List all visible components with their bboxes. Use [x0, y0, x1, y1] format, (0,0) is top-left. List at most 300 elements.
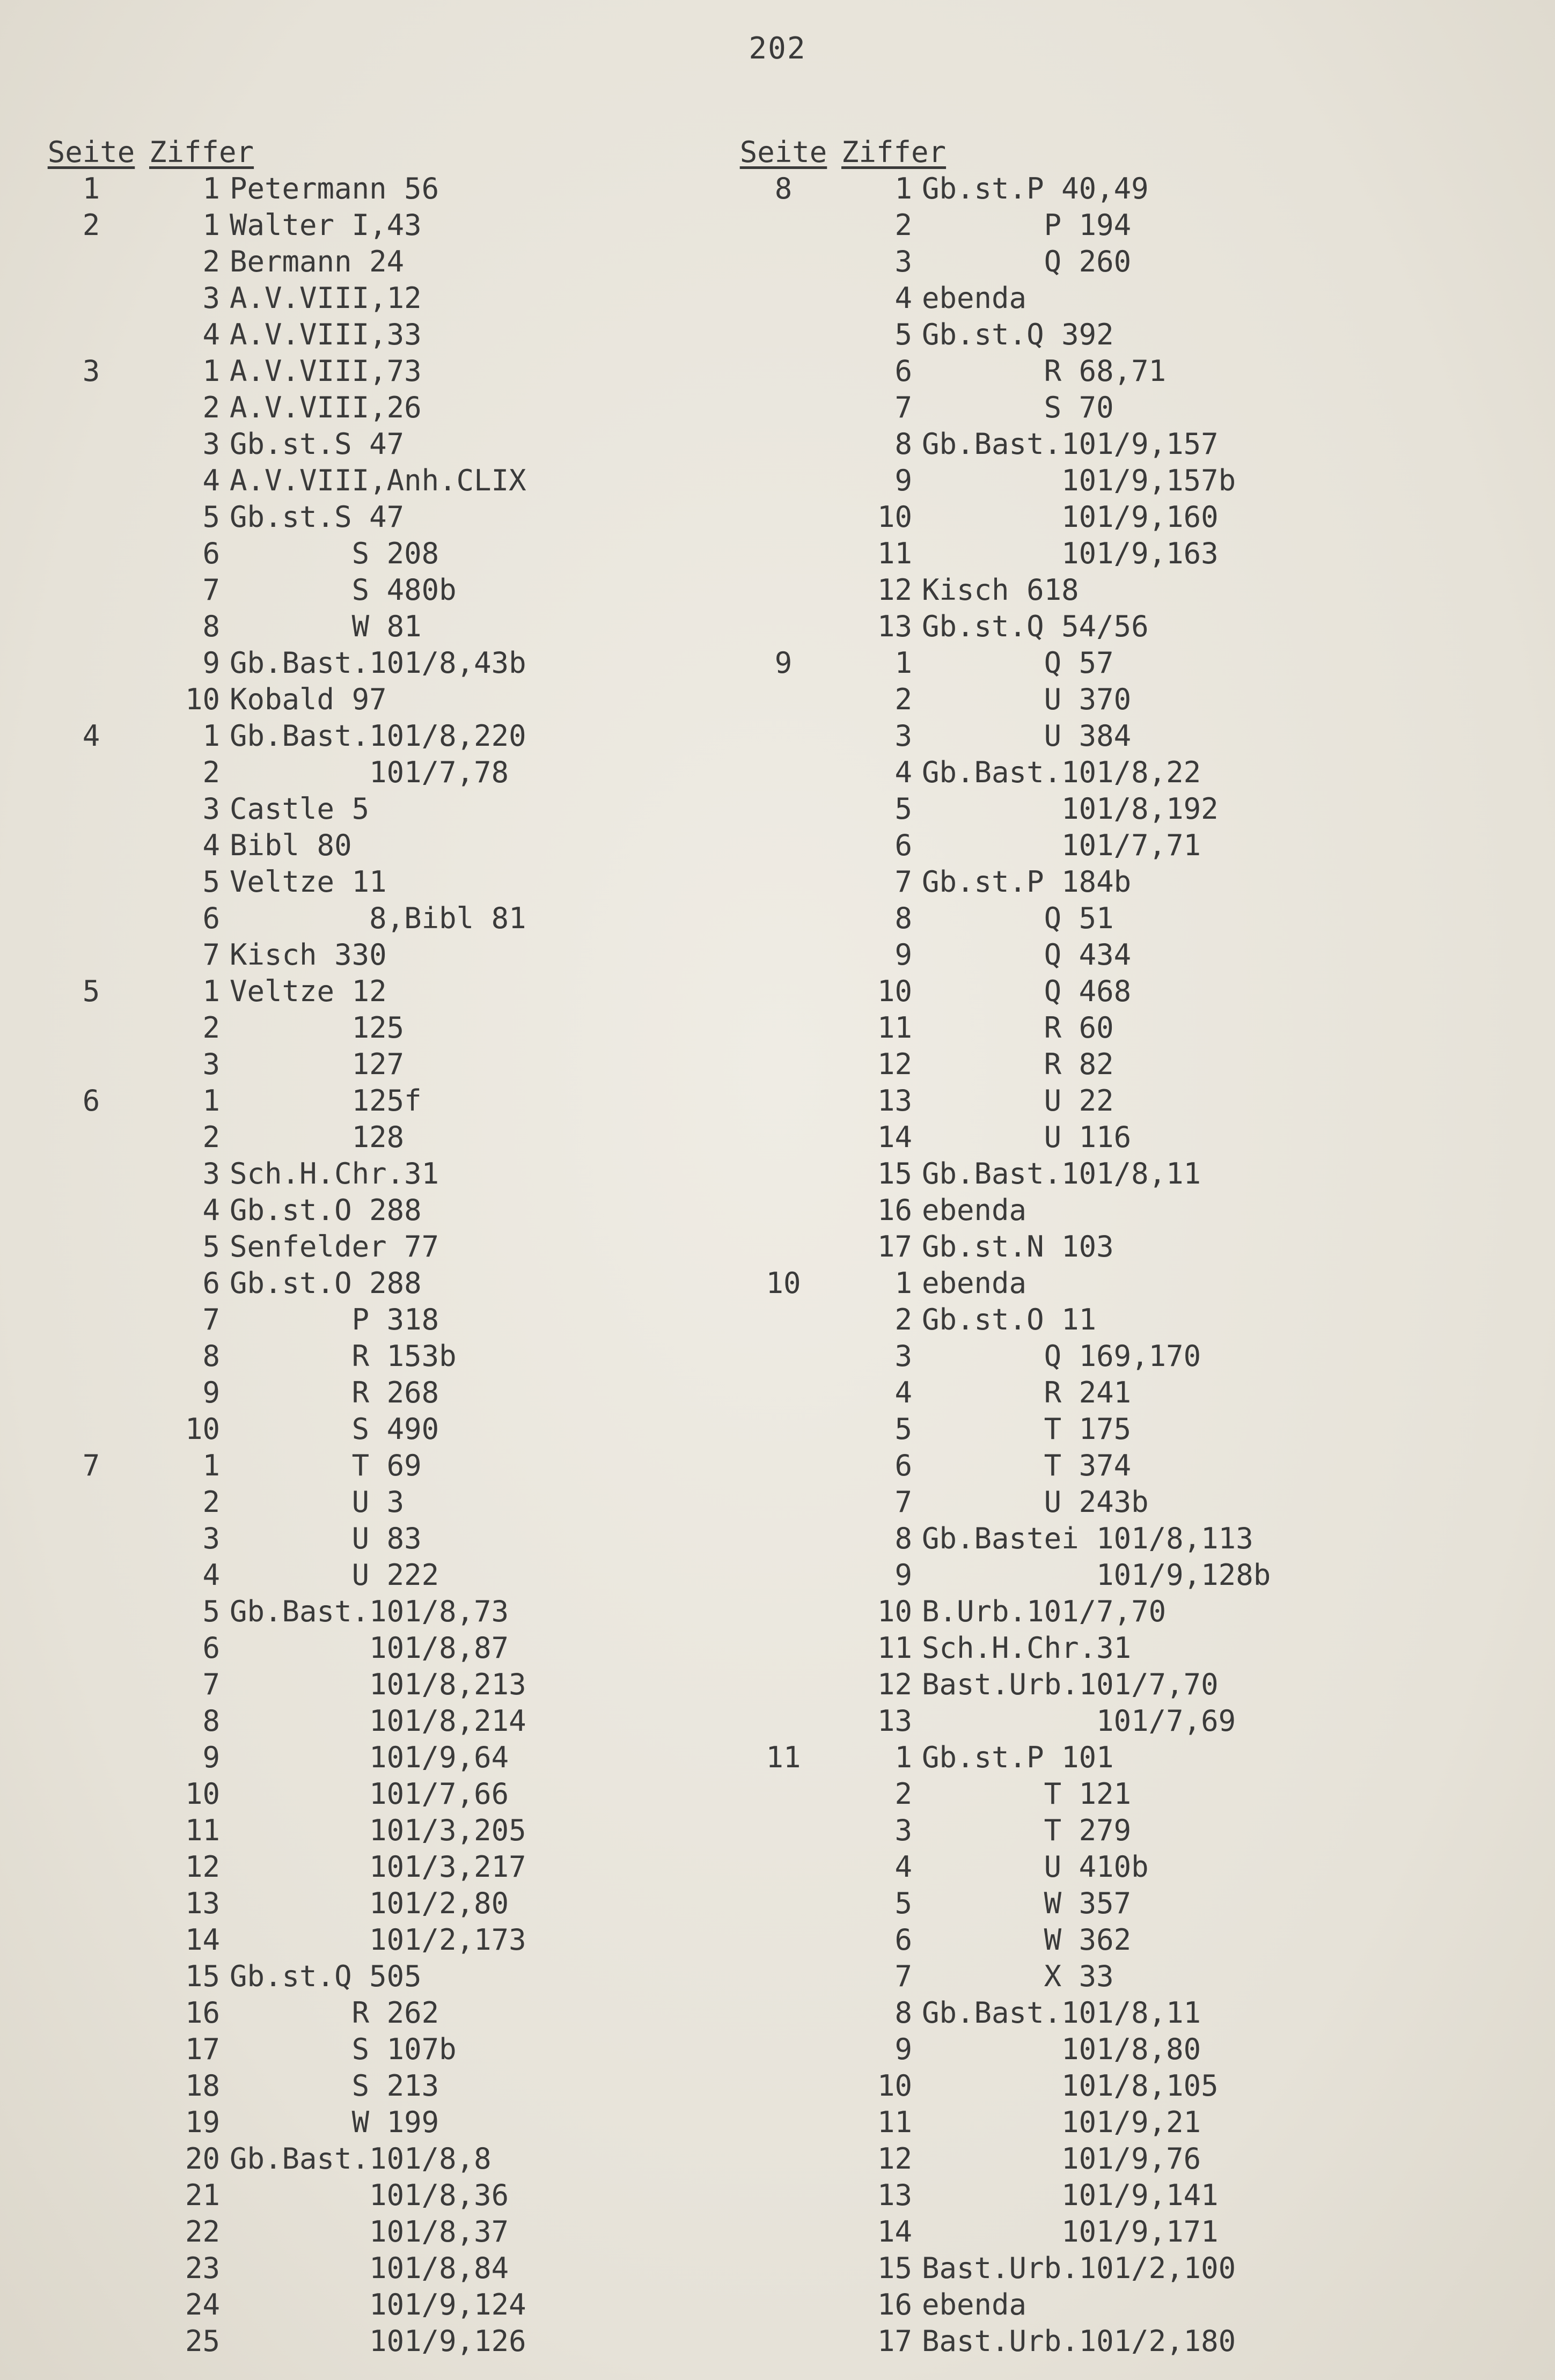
ziffer-number: 2 — [894, 1777, 912, 1811]
source-reference: Q 169,170 — [922, 1339, 1201, 1373]
seite-number — [730, 1922, 859, 1958]
source-reference: 125 — [230, 1011, 405, 1045]
seite-number — [730, 280, 859, 317]
header-seite: Seite — [739, 135, 827, 169]
source-reference: A.V.VIII,Anh.CLIX — [230, 464, 526, 497]
index-entry-row — [730, 1958, 1524, 1995]
source-reference: 101/8,192 — [922, 792, 1219, 826]
seite-number — [38, 2287, 166, 2323]
index-entry-row — [730, 2287, 1524, 2323]
source-reference: U 222 — [230, 1558, 439, 1592]
ziffer-number: 6 — [202, 1631, 220, 1665]
index-entry-row — [730, 1484, 1524, 1520]
ziffer-number: 12 — [877, 573, 912, 607]
source-reference: Petermann 56 — [230, 172, 439, 205]
seite-number — [730, 1849, 859, 1885]
seite-number — [730, 827, 859, 864]
source-reference: ebenda — [922, 281, 1027, 315]
index-entry-row — [730, 973, 1524, 1010]
index-entry-row — [38, 207, 714, 244]
index-entry-row — [730, 207, 1524, 244]
source-reference: Gb.st.P 184b — [922, 865, 1132, 899]
seite-number — [38, 1229, 166, 1265]
seite-number — [38, 1557, 166, 1593]
index-entry-row — [38, 1046, 714, 1083]
seite-number — [38, 1776, 166, 1812]
ziffer-number: 1 — [202, 208, 220, 242]
index-entry-row — [38, 1557, 714, 1593]
seite-number — [730, 244, 859, 280]
seite-number — [730, 462, 859, 499]
ziffer-number: 11 — [877, 537, 912, 570]
source-reference: 101/9,171 — [922, 2215, 1219, 2249]
ziffer-number: 7 — [894, 865, 912, 899]
index-entry-row — [38, 608, 714, 645]
index-entry-row — [38, 1375, 714, 1411]
source-reference: Bermann 24 — [230, 245, 405, 278]
seite-number — [38, 1630, 166, 1666]
ziffer-number: 7 — [202, 1668, 220, 1701]
ziffer-number: 4 — [894, 755, 912, 789]
ziffer-number: 4 — [894, 281, 912, 315]
source-reference: 128 — [230, 1120, 405, 1154]
ziffer-number: 10 — [185, 1412, 220, 1446]
seite-number: 8 — [774, 172, 793, 205]
page-number: 202 — [749, 31, 806, 66]
ziffer-number: 11 — [185, 1813, 220, 1847]
index-entry-row — [38, 1995, 714, 2031]
ziffer-number: 21 — [185, 2178, 220, 2212]
seite-number — [38, 1520, 166, 1557]
ziffer-number: 1 — [894, 1740, 912, 1774]
seite-number — [38, 2068, 166, 2104]
ziffer-number: 3 — [894, 1813, 912, 1847]
ziffer-number: 2 — [894, 1303, 912, 1336]
index-entry-row — [730, 1995, 1524, 2031]
source-reference: Gb.Bast.101/8,11 — [922, 1157, 1201, 1191]
source-reference: 101/9,76 — [922, 2142, 1201, 2176]
ziffer-number: 9 — [894, 938, 912, 972]
ziffer-number: 8 — [202, 1339, 220, 1373]
source-reference: S 208 — [230, 537, 439, 570]
seite-number — [730, 1776, 859, 1812]
source-reference: W 362 — [922, 1923, 1132, 1957]
source-reference: Gb.Bast.101/8,11 — [922, 1996, 1201, 2030]
source-reference: 125f — [230, 1084, 422, 1118]
ziffer-number: 5 — [202, 1595, 220, 1628]
seite-number — [38, 2177, 166, 2214]
ziffer-number: 4 — [894, 1850, 912, 1884]
ziffer-number: 2 — [202, 245, 220, 278]
index-entry-row — [730, 1265, 1524, 1302]
index-entry-row — [730, 353, 1524, 390]
ziffer-number: 4 — [202, 318, 220, 351]
source-reference: 101/9,141 — [922, 2178, 1219, 2212]
seite-number — [38, 1958, 166, 1995]
index-entry-row — [38, 1156, 714, 1192]
source-reference: 101/2,80 — [230, 1886, 509, 1920]
index-entry-row — [38, 1484, 714, 1520]
index-entry-row — [38, 2287, 714, 2323]
ziffer-number: 3 — [202, 1522, 220, 1555]
ziffer-number: 12 — [185, 1850, 220, 1884]
index-entry-row — [730, 1375, 1524, 1411]
source-reference: S 107b — [230, 2032, 457, 2066]
ziffer-number: 15 — [185, 1959, 220, 1993]
index-entry-row — [38, 2104, 714, 2141]
index-entry-row — [38, 2250, 714, 2287]
index-entry-row — [730, 390, 1524, 426]
seite-number — [38, 2141, 166, 2177]
ziffer-number: 3 — [894, 719, 912, 753]
seite-number — [38, 1375, 166, 1411]
ziffer-number: 6 — [894, 828, 912, 862]
index-entry-row — [38, 426, 714, 462]
source-reference: Q 51 — [922, 901, 1114, 935]
seite-number — [38, 2104, 166, 2141]
right-column — [730, 134, 1524, 2360]
index-entry-row — [730, 1302, 1524, 1338]
seite-number — [730, 973, 859, 1010]
ziffer-number: 6 — [894, 1923, 912, 1957]
source-reference: 101/9,163 — [922, 537, 1219, 570]
source-reference: S 490 — [230, 1412, 439, 1446]
seite-number — [38, 754, 166, 791]
source-reference: ebenda — [922, 2288, 1027, 2322]
index-entry-row — [38, 1411, 714, 1448]
source-reference: T 121 — [922, 1777, 1132, 1811]
source-reference: 8,Bibl 81 — [230, 901, 526, 935]
ziffer-number: 14 — [185, 1923, 220, 1957]
ziffer-number: 15 — [877, 2251, 912, 2285]
seite-number — [38, 1484, 166, 1520]
seite-number — [38, 1995, 166, 2031]
ziffer-number: 1 — [202, 354, 220, 388]
source-reference: 101/9,64 — [230, 1740, 509, 1774]
ziffer-number: 3 — [202, 792, 220, 826]
seite-number — [38, 1739, 166, 1776]
source-reference: 101/8,80 — [922, 2032, 1201, 2066]
seite-number — [730, 1010, 859, 1046]
ziffer-number: 9 — [202, 1376, 220, 1409]
source-reference: 101/7,66 — [230, 1777, 509, 1811]
index-entry-row — [38, 2323, 714, 2360]
index-entry-row — [730, 1192, 1524, 1229]
source-reference: R 153b — [230, 1339, 457, 1373]
ziffer-number: 25 — [185, 2324, 220, 2358]
ziffer-number: 2 — [894, 682, 912, 716]
ziffer-number: 1 — [202, 974, 220, 1008]
source-reference: Castle 5 — [230, 792, 370, 826]
source-reference: 101/9,160 — [922, 500, 1219, 534]
ziffer-number: 14 — [877, 1120, 912, 1154]
ziffer-number: 24 — [185, 2288, 220, 2322]
source-reference: 101/3,217 — [230, 1850, 526, 1884]
ziffer-number: 15 — [877, 1157, 912, 1191]
source-reference: W 357 — [922, 1886, 1132, 1920]
ziffer-number: 18 — [185, 2069, 220, 2103]
index-entry-row — [38, 390, 714, 426]
seite-number — [730, 900, 859, 937]
index-entry-row — [38, 681, 714, 718]
source-reference: Bast.Urb.101/2,100 — [922, 2251, 1236, 2285]
seite-number — [730, 426, 859, 462]
source-reference: ebenda — [922, 1193, 1027, 1227]
index-entry-row — [730, 1156, 1524, 1192]
right-header — [730, 134, 1524, 171]
index-entry-row — [38, 1338, 714, 1375]
ziffer-number: 13 — [877, 2178, 912, 2212]
header-ziffer: Ziffer — [149, 135, 254, 169]
source-reference: Gb.st.Q 392 — [922, 318, 1114, 351]
source-reference: Gb.st.P 40,49 — [922, 172, 1149, 205]
seite-number — [38, 608, 166, 645]
seite-number — [730, 937, 859, 973]
ziffer-number: 22 — [185, 2215, 220, 2249]
index-entry-row — [38, 1192, 714, 1229]
seite-number: 6 — [82, 1084, 100, 1118]
index-entry-row — [38, 791, 714, 827]
source-reference: P 194 — [922, 208, 1132, 242]
index-entry-row — [38, 1958, 714, 1995]
ziffer-number: 20 — [185, 2142, 220, 2176]
ziffer-number: 3 — [202, 1047, 220, 1081]
seite-number — [730, 1557, 859, 1593]
source-reference: Sch.H.Chr.31 — [922, 1631, 1132, 1665]
source-reference: Gb.Bast.101/8,8 — [230, 2142, 492, 2176]
seite-number: 11 — [766, 1740, 801, 1774]
index-entry-row — [730, 1885, 1524, 1922]
seite-number — [730, 1229, 859, 1265]
source-reference: Gb.Bast.101/9,157 — [922, 427, 1219, 461]
index-entry-row — [730, 900, 1524, 937]
index-entry-row — [730, 1666, 1524, 1703]
seite-number — [730, 1958, 859, 1995]
source-reference: Q 468 — [922, 974, 1132, 1008]
source-reference: Gb.Bast.101/8,22 — [922, 755, 1201, 789]
ziffer-number: 1 — [894, 1266, 912, 1300]
ziffer-number: 10 — [877, 2069, 912, 2103]
source-reference: T 175 — [922, 1412, 1132, 1446]
ziffer-number: 1 — [202, 719, 220, 753]
seite-number — [730, 535, 859, 572]
index-entry-row — [730, 681, 1524, 718]
ziffer-number: 5 — [894, 1886, 912, 1920]
seite-number — [730, 1666, 859, 1703]
ziffer-number: 5 — [894, 318, 912, 351]
ziffer-number: 7 — [894, 1959, 912, 1993]
source-reference: A.V.VIII,26 — [230, 391, 422, 424]
seite-number: 5 — [82, 974, 100, 1008]
seite-number — [38, 2250, 166, 2287]
source-reference: 101/7,69 — [922, 1704, 1236, 1738]
index-entry-row — [730, 1448, 1524, 1484]
source-reference: A.V.VIII,12 — [230, 281, 422, 315]
ziffer-number: 10 — [185, 682, 220, 716]
seite-number — [38, 499, 166, 535]
source-reference: A.V.VIII,73 — [230, 354, 422, 388]
header-seite: Seite — [47, 135, 135, 169]
source-reference: P 318 — [230, 1303, 439, 1336]
index-entry-row — [38, 827, 714, 864]
index-entry-row — [730, 2177, 1524, 2214]
source-reference: X 33 — [922, 1959, 1114, 1993]
index-entry-row — [730, 1593, 1524, 1630]
seite-number — [38, 244, 166, 280]
index-entry-row — [730, 2068, 1524, 2104]
source-reference: T 279 — [922, 1813, 1132, 1847]
index-entry-row — [38, 462, 714, 499]
index-entry-row — [730, 2214, 1524, 2250]
seite-number — [730, 754, 859, 791]
index-entry-row — [730, 1849, 1524, 1885]
seite-number — [38, 827, 166, 864]
seite-number — [730, 1083, 859, 1119]
seite-number: 2 — [82, 208, 100, 242]
ziffer-number: 1 — [202, 1449, 220, 1482]
index-entry-row — [38, 1885, 714, 1922]
seite-number — [38, 1411, 166, 1448]
index-entry-row — [730, 426, 1524, 462]
ziffer-number: 2 — [202, 391, 220, 424]
index-entry-row — [38, 1010, 714, 1046]
seite-number — [38, 1010, 166, 1046]
right-entry-list — [730, 171, 1524, 2360]
source-reference: ebenda — [922, 1266, 1027, 1300]
ziffer-number: 8 — [202, 1704, 220, 1738]
seite-number — [38, 426, 166, 462]
ziffer-number: 5 — [202, 500, 220, 534]
seite-number — [38, 1703, 166, 1739]
seite-number — [38, 572, 166, 608]
ziffer-number: 9 — [894, 1558, 912, 1592]
source-reference: Kisch 330 — [230, 938, 387, 972]
ziffer-number: 17 — [877, 1230, 912, 1264]
ziffer-number: 5 — [894, 1412, 912, 1446]
seite-number — [38, 1265, 166, 1302]
index-entry-row — [38, 2031, 714, 2068]
index-entry-row — [38, 1703, 714, 1739]
source-reference: Walter I,43 — [230, 208, 422, 242]
seite-number — [730, 1593, 859, 1630]
index-entry-row — [730, 864, 1524, 900]
seite-number — [730, 1812, 859, 1849]
index-entry-row — [730, 499, 1524, 535]
source-reference: 101/3,205 — [230, 1813, 526, 1847]
index-entry-row — [730, 1739, 1524, 1776]
seite-number: 9 — [774, 646, 793, 680]
index-entry-row — [38, 1448, 714, 1484]
seite-number — [38, 280, 166, 317]
source-reference: Gb.st.P 101 — [922, 1740, 1114, 1774]
index-entry-row — [38, 353, 714, 390]
seite-number — [730, 572, 859, 608]
index-entry-row — [730, 1812, 1524, 1849]
ziffer-number: 10 — [185, 1777, 220, 1811]
ziffer-number: 2 — [202, 1120, 220, 1154]
source-reference: U 116 — [922, 1120, 1132, 1154]
ziffer-number: 4 — [202, 828, 220, 862]
seite-number — [730, 1156, 859, 1192]
index-entry-row — [38, 718, 714, 754]
index-entry-row — [730, 171, 1524, 207]
ziffer-number: 3 — [202, 427, 220, 461]
index-entry-row — [38, 244, 714, 280]
ziffer-number: 7 — [894, 391, 912, 424]
source-reference: Bast.Urb.101/7,70 — [922, 1668, 1219, 1701]
seite-number — [38, 2323, 166, 2360]
seite-number — [730, 1995, 859, 2031]
index-entry-row — [730, 244, 1524, 280]
ziffer-number: 9 — [894, 464, 912, 497]
ziffer-number: 11 — [877, 1631, 912, 1665]
ziffer-number: 11 — [877, 1011, 912, 1045]
index-entry-row — [38, 1739, 714, 1776]
ziffer-number: 3 — [202, 281, 220, 315]
ziffer-number: 3 — [894, 1339, 912, 1373]
seite-number: 4 — [82, 719, 100, 753]
source-reference: U 83 — [230, 1522, 422, 1555]
source-reference: R 262 — [230, 1996, 439, 2030]
index-entry-row — [730, 2250, 1524, 2287]
source-reference: W 199 — [230, 2105, 439, 2139]
seite-number — [38, 1338, 166, 1375]
source-reference: R 68,71 — [922, 354, 1167, 388]
index-entry-row — [730, 2141, 1524, 2177]
source-reference: 101/2,173 — [230, 1923, 526, 1957]
index-entry-row — [730, 1338, 1524, 1375]
index-entry-row — [730, 1776, 1524, 1812]
ziffer-number: 1 — [894, 646, 912, 680]
source-reference: R 268 — [230, 1376, 439, 1409]
ziffer-number: 9 — [202, 1740, 220, 1774]
seite-number — [730, 1703, 859, 1739]
ziffer-number: 13 — [185, 1886, 220, 1920]
source-reference: R 60 — [922, 1011, 1114, 1045]
source-reference: Bibl 80 — [230, 828, 352, 862]
seite-number — [730, 2287, 859, 2323]
index-entry-row — [38, 1265, 714, 1302]
seite-number — [38, 937, 166, 973]
ziffer-number: 10 — [877, 1595, 912, 1628]
seite-number — [730, 2104, 859, 2141]
source-reference: Sch.H.Chr.31 — [230, 1157, 439, 1191]
index-entry-row — [730, 462, 1524, 499]
index-entry-row — [38, 2214, 714, 2250]
index-entry-row — [38, 572, 714, 608]
index-entry-row — [38, 1776, 714, 1812]
ziffer-number: 6 — [202, 901, 220, 935]
ziffer-number: 5 — [202, 1230, 220, 1264]
seite-number — [38, 1192, 166, 1229]
source-reference: 101/8,105 — [922, 2069, 1219, 2103]
seite-number — [730, 1338, 859, 1375]
index-entry-row — [730, 280, 1524, 317]
seite-number — [730, 1630, 859, 1666]
seite-number — [730, 2323, 859, 2360]
ziffer-number: 8 — [894, 1522, 912, 1555]
source-reference: Veltze 12 — [230, 974, 387, 1008]
index-entry-row — [38, 317, 714, 353]
index-entry-row — [38, 1630, 714, 1666]
seite-number — [730, 499, 859, 535]
seite-number — [730, 353, 859, 390]
index-entry-row — [730, 535, 1524, 572]
ziffer-number: 17 — [185, 2032, 220, 2066]
seite-number: 3 — [82, 354, 100, 388]
index-entry-row — [730, 1119, 1524, 1156]
source-reference: 101/8,36 — [230, 2178, 509, 2212]
